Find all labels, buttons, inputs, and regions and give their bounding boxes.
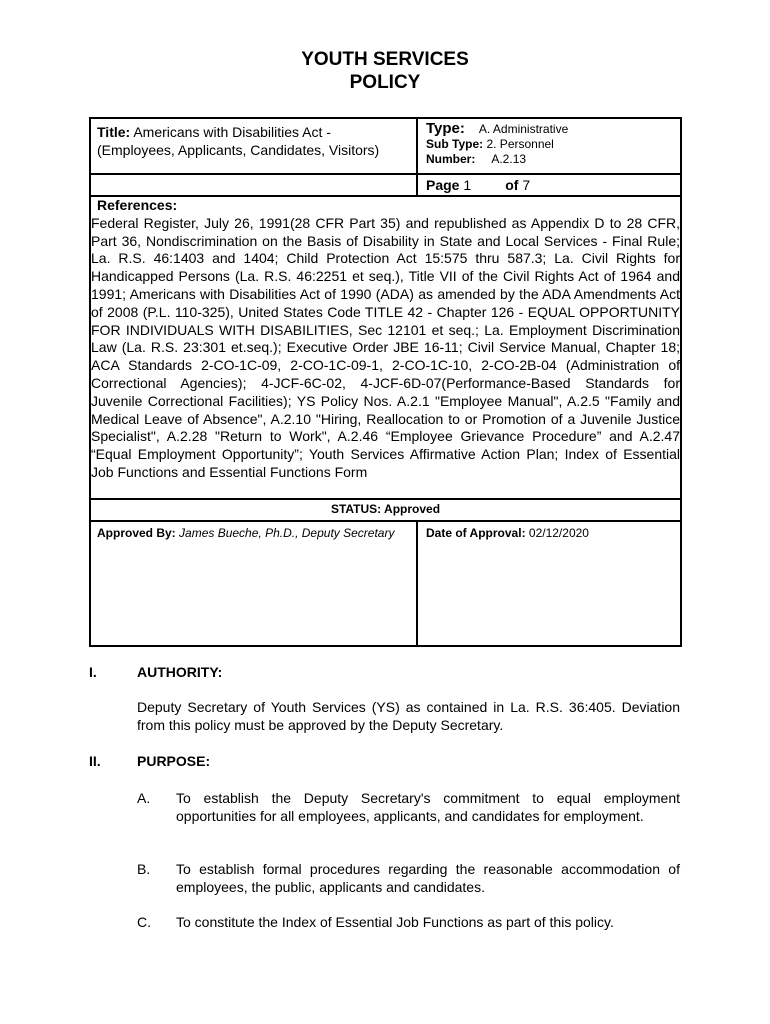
of-value: 7: [522, 177, 531, 193]
date-of-approval-cell: [418, 522, 680, 645]
section-number: I.: [89, 664, 97, 680]
type-value: A. Administrative: [478, 122, 569, 136]
page-cell: [418, 175, 680, 197]
list-item-letter: C.: [137, 914, 151, 930]
of-label: of: [505, 177, 519, 193]
references-cell: [91, 197, 680, 500]
type-cell: [418, 119, 680, 175]
list-item-text: To establish formal procedures regarding the reasonable accommodation of employees, the public, applicants and candidates.: [176, 861, 680, 895]
title-value-line2: (Employees, Applicants, Candidates, Visitors): [97, 142, 380, 158]
document-title-line1: YOUTH SERVICES: [301, 49, 469, 70]
list-item-text: To constitute the Index of Essential Job Functions as part of this policy.: [176, 914, 614, 930]
document-title-line2: POLICY: [349, 72, 421, 93]
status-cell: STATUS: Approved: [91, 500, 680, 522]
title-cell: [91, 119, 418, 175]
approved-by-cell: [91, 522, 418, 645]
section-heading: PURPOSE:: [137, 753, 211, 769]
subtype-label: Sub Type:: [426, 137, 484, 151]
policy-header-table: [89, 117, 682, 647]
list-item-text: To establish the Deputy Secretary's commitment to equal employment opportunities for all employees, applicants, and candidates for employment.: [176, 790, 680, 824]
type-label: Type:: [426, 120, 465, 137]
date-of-approval-value: 02/12/2020: [528, 526, 589, 540]
page-label: Page: [426, 177, 460, 193]
page-value: 1: [463, 177, 472, 193]
approved-by-value: James Bueche, Ph.D., Deputy Secretary: [179, 526, 395, 540]
references-text: Federal Register, July 26, 1991(28 CFR Part 35) and republished as Appendix D to 28 CFR, Part 36, Nondiscrimination on the Basis of Disability in State and Local Services - Final Rule; La. R.S. 46:1403 and 1404; Child Protection Act 15:575 thru 587.3; La. Civil Rights for Handicapped Persons (La. R.S. 46:2251 et seq.), Title VII of the Civil Rights Act of 1964 and 1991; Americans with Disabilities Act of 1990 (ADA) as amended by the ADA Amendments Act of 2008 (P.L. 110-325), United States Code TITLE 42 - Chapter 126 - EQUAL OPPORTUNITY FOR INDIVIDUALS WITH DISABILITIES, Sec 12101 et seq.; La. Employment Discrimination Law (La. R.S. 23:301 et.seq.); Executive Order JBE 16-11; Civil Service Manual, Chapter 18; ACA Standards 2-CO-1C-09, 2-CO-1C-09-1, 2-CO-1C-10, 2-CO-2B-04 (Administration of Correctional Agencies); 4-JCF-6C-02, 4-JCF-6D-07(Performance-Based Standards for Juvenile Correctional Facilities); YS Policy Nos. A.2.1 "Employee Manual", A.2.5 "Family and Medical Leave of Absence", A.2.10 "Hiring, Reallocation to or Promotion of a Juvenile Justice Specialist", A.2.28 "Return to Work", A.2.46 “Employee Grievance Procedure” and A.2.47 “Equal Employment Opportunity”; Youth Services Affirmative Action Plan; Index of Essential Job Functions and Essential Functions Form: [91, 214, 680, 480]
approved-by-label: Approved By:: [97, 526, 176, 540]
blank-cell: [91, 175, 418, 197]
references-label: References:: [97, 197, 178, 213]
section-heading: AUTHORITY:: [137, 664, 223, 680]
document-title: [0, 48, 770, 94]
list-item-letter: A.: [137, 790, 151, 806]
section-paragraph: Deputy Secretary of Youth Services (YS) as contained in La. R.S. 36:405. Deviation from this policy must be approved by the Deputy Secretary.: [137, 699, 680, 733]
number-value: A.2.13: [491, 152, 527, 166]
date-of-approval-label: Date of Approval:: [426, 526, 526, 540]
list-item-letter: B.: [137, 861, 151, 877]
title-value-line1: Americans with Disabilities Act -: [133, 124, 331, 140]
section-number: II.: [89, 753, 101, 769]
title-label: Title:: [97, 124, 131, 140]
subtype-value: 2. Personnel: [486, 137, 554, 151]
number-label: Number:: [426, 152, 476, 166]
